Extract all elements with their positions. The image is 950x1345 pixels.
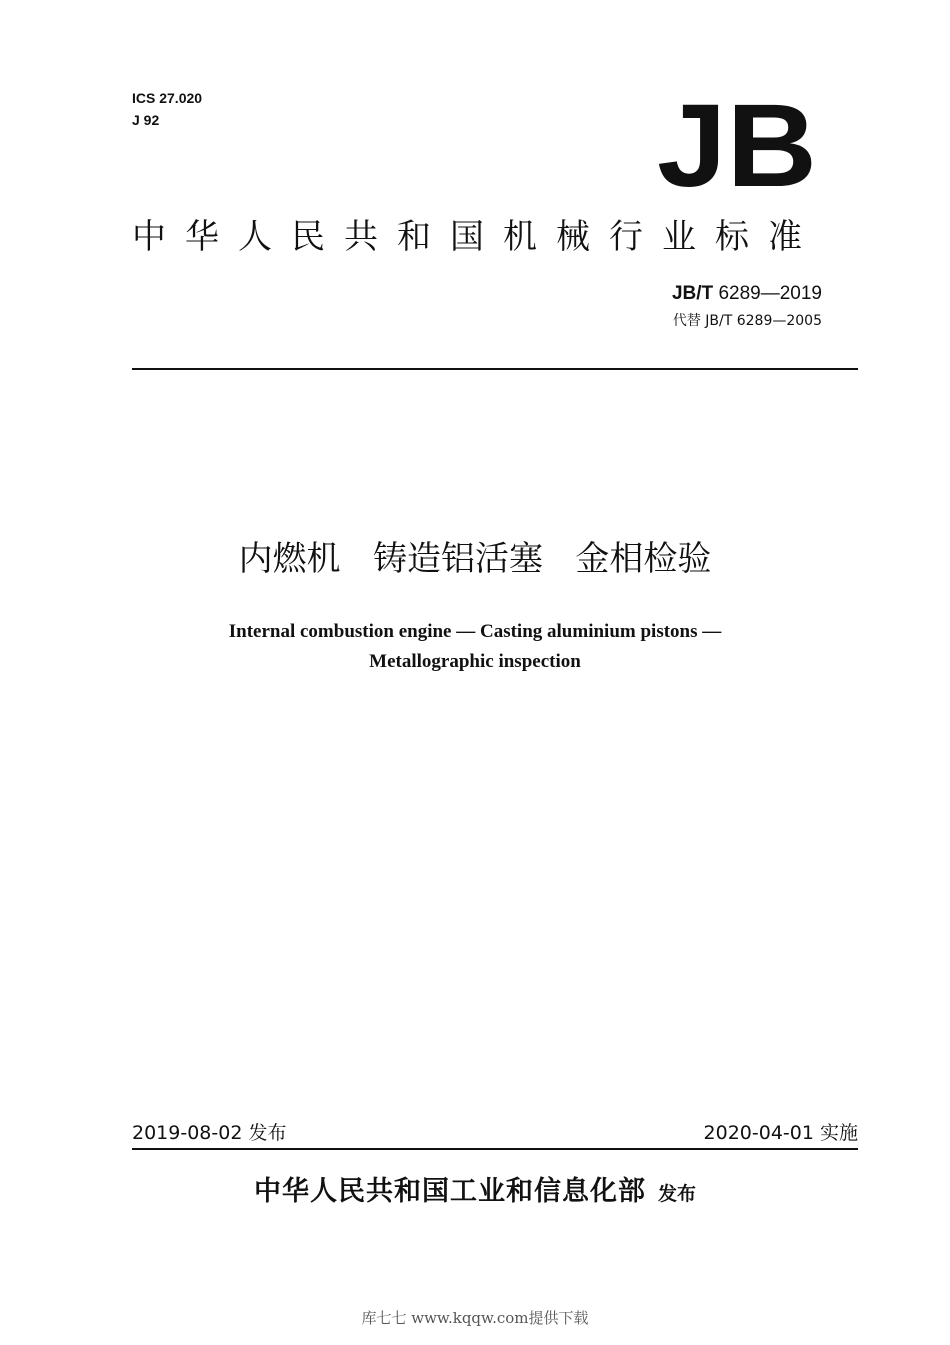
jb-logo — [652, 80, 822, 200]
title-english-line-2: Metallographic inspection — [369, 651, 581, 672]
ics-code: ICS 27.020 — [132, 90, 203, 106]
title-english-line-1: Internal combustion engine — Casting aluminium pistons — — [228, 621, 722, 642]
issuer-name: 中华人民共和国工业和信息化部 — [253, 1176, 646, 1207]
bottom-divider — [132, 1148, 858, 1150]
org-title: 中华人民共和国机械行业标准 — [132, 217, 821, 257]
ccs-code: J 92 — [132, 112, 160, 128]
top-divider — [132, 368, 858, 370]
title-chinese: 内燃机 铸造铝活塞 金相检验 — [238, 539, 712, 579]
download-watermark: 库七七 www.kqqw.com提供下载 — [361, 1309, 589, 1327]
publish-date: 2019-08-02 发布 — [132, 1122, 287, 1144]
standard-prefix: JB/T — [671, 283, 714, 304]
issuer — [0, 1170, 950, 1217]
standard-code: 6289—2019 — [718, 283, 822, 304]
issuer-suffix: 发布 — [657, 1183, 696, 1205]
jb-logo-text: JB — [657, 80, 817, 200]
replaces-note: 代替 JB/T 6289—2005 — [672, 313, 822, 329]
standard-number — [560, 282, 822, 306]
title-english — [0, 617, 950, 677]
implement-date: 2020-04-01 实施 — [703, 1122, 858, 1144]
